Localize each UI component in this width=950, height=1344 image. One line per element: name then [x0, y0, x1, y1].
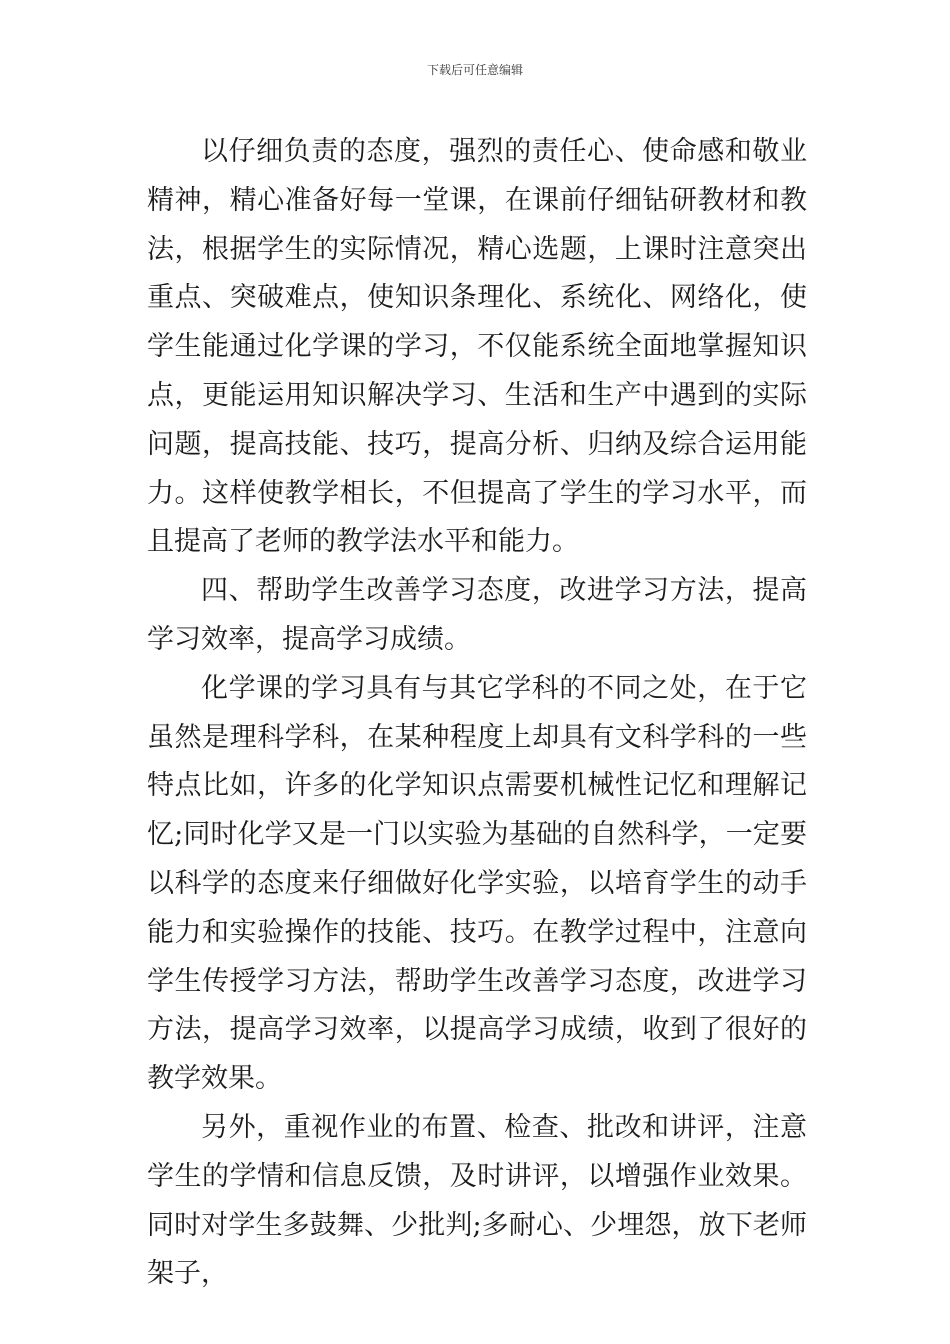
page-header: 下载后可任意编辑 [426, 63, 523, 77]
paragraph-teaching-attitude: 以仔细负责的态度，强烈的责任心、使命感和敬业精神，精心准备好每一堂课，在课前仔细钻研教材和教法，根据学生的实际情况，精心选题，上课时注意突出重点、突破难点，使知识条理化、系统化、网络化，使学生能通过化学课的学习，不仅能系统全面地掌握知识点，更能运用知识解决学习、生活和生产中遇到的实际问题，提高技能、技巧，提高分析、归纳及综合运用能力。这样使教学相长，不但提高了学生的学习水平，而且提高了老师的教学法水平和能力。 [147, 136, 807, 558]
paragraph-section-four-heading: 四、帮助学生改善学习态度，改进学习方法，提高学习效率，提高学习成绩。 [147, 575, 807, 655]
document-body [147, 128, 807, 1299]
paragraph-chemistry-learning: 化学课的学习具有与其它学科的不同之处，在于它虽然是理科学科，在某种程度上却具有文科学科的一些特点比如，许多的化学知识点需要机械性记忆和理解记忆;同时化学又是一门以实验为基础的自然科学，一定要以科学的态度来仔细做好化学实验，以培育学生的动手能力和实验操作的技能、技巧。在教学过程中，注意向学生传授学习方法，帮助学生改善学习态度，改进学习方法，提高学习效率，以提高学习成绩，收到了很好的教学效果。 [147, 672, 807, 1095]
paragraph-homework: 另外，重视作业的布置、检查、批改和讲评，注意学生的学情和信息反馈，及时讲评，以增强作业效果。同时对学生多鼓舞、少批判;多耐心、少埋怨，放下老师架子， [147, 1111, 807, 1290]
